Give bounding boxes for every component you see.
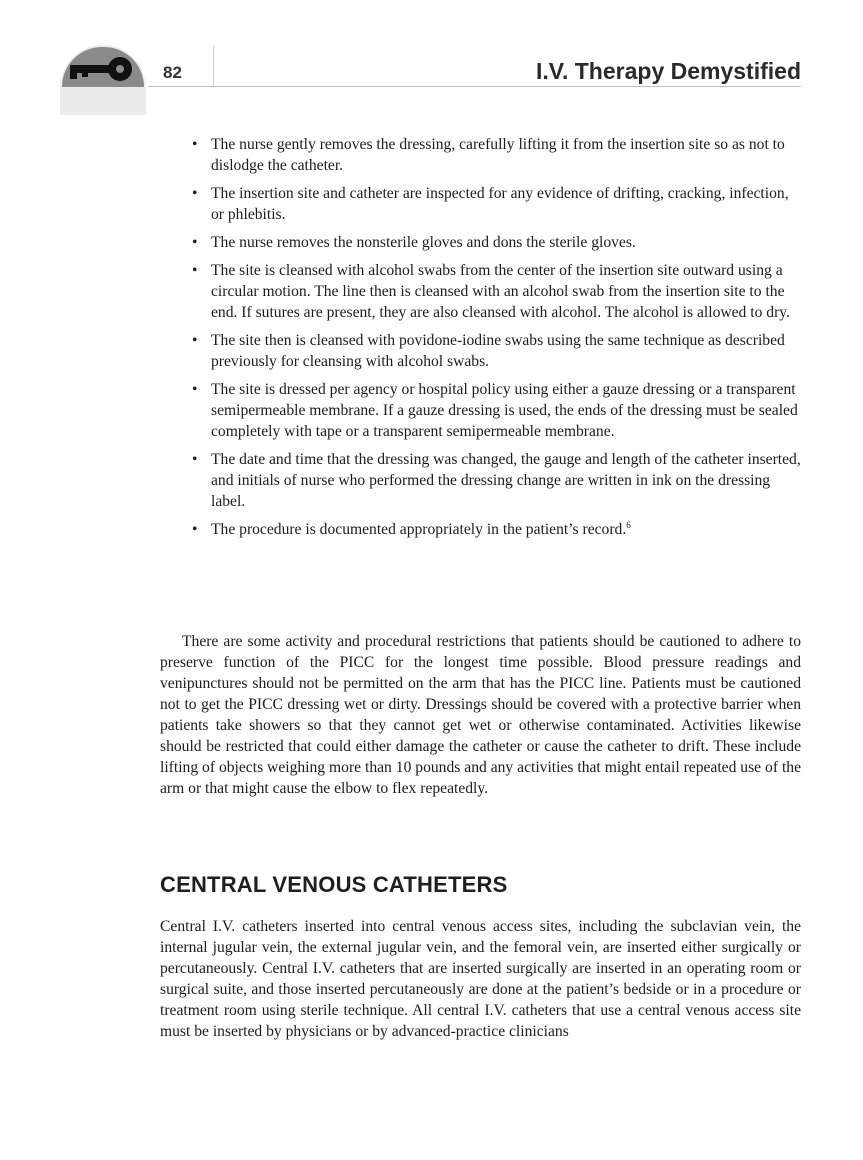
list-item [188,134,802,176]
list-item-text: The procedure is documented appropriately in the patient’s record. [211,521,627,538]
list-item-text: The nurse gently removes the dressing, carefully lifting it from the insertion site so as not to dislodge the catheter. [211,136,785,174]
list-item [188,260,802,323]
list-item-text: The date and time that the dressing was changed, the gauge and length of the catheter inserted, and initials of nurse who performed the dressing change are written in ink on the dressing label. [211,451,801,510]
list-item [188,330,802,372]
list-item-text: The site is dressed per agency or hospital policy using either a gauze dressing or a transparent semipermeable membrane. If a gauze dressing is used, the ends of the dressing must be sealed completely with tape or a transparent semipermeable membrane. [211,381,798,440]
procedure-bullet-list [188,134,802,547]
list-item-text: The site then is cleansed with povidone-iodine swabs using the same technique as described previously for cleansing with alcohol swabs. [211,332,785,370]
list-item [188,379,802,442]
list-item [188,519,802,540]
list-item [188,449,802,512]
central-catheters-paragraph: Central I.V. catheters inserted into central venous access sites, including the subclavian vein, the internal jugular vein, the external jugular vein, and the femoral vein, are inserted either surgically or percutaneously. Central I.V. catheters that are inserted surgically are inserted in an operating room or surgical suite, and those inserted percutaneously are done at the patient’s bedside or in a procedure or treatment room using sterile technique. All central I.V. catheters that use a central venous access site must be inserted by physicians or by advanced-practice clinicians [160,918,801,1040]
running-title: I.V. Therapy Demystified [535,58,801,84]
page-number: 82 [163,63,182,82]
restrictions-paragraph: There are some activity and procedural restrictions that patients should be cautioned to adhere to preserve function of the PICC for the longest time possible. Blood pressure readings and venipunctures should not be permitted on the arm that has the PICC line. Patients must be cautioned not to get the PICC dressing wet or dirty. Dressings should be covered with a protective barrier when patients take showers so that they cannot get wet or otherwise contaminated. Activities likewise should be restricted that could either damage the catheter or cause the catheter to drift. These include lifting of objects weighing more than 10 pounds and any activities that might entail repeated use of the arm or that might cause the elbow to flex repeatedly. [160,633,801,797]
list-item [188,183,802,225]
header-rule [148,86,801,87]
header-divider [213,46,214,86]
page-header [0,0,863,120]
list-item-text: The site is cleansed with alcohol swabs from the center of the insertion site outward using a circular motion. The line then is cleansed with an alcohol swab from the insertion site to the end. If sutures are present, they are also cleansed with alcohol. The alcohol is allowed to dry. [211,262,790,321]
footnote-marker: 6 [626,519,631,530]
list-item-text: The nurse removes the nonsterile gloves and dons the sterile gloves. [211,234,636,251]
key-icon [66,53,140,85]
list-item-text: The insertion site and catheter are inspected for any evidence of drifting, cracking, infection, or phlebitis. [211,185,789,223]
section-heading: CENTRAL VENOUS CATHETERS [160,872,508,897]
list-item [188,232,802,253]
